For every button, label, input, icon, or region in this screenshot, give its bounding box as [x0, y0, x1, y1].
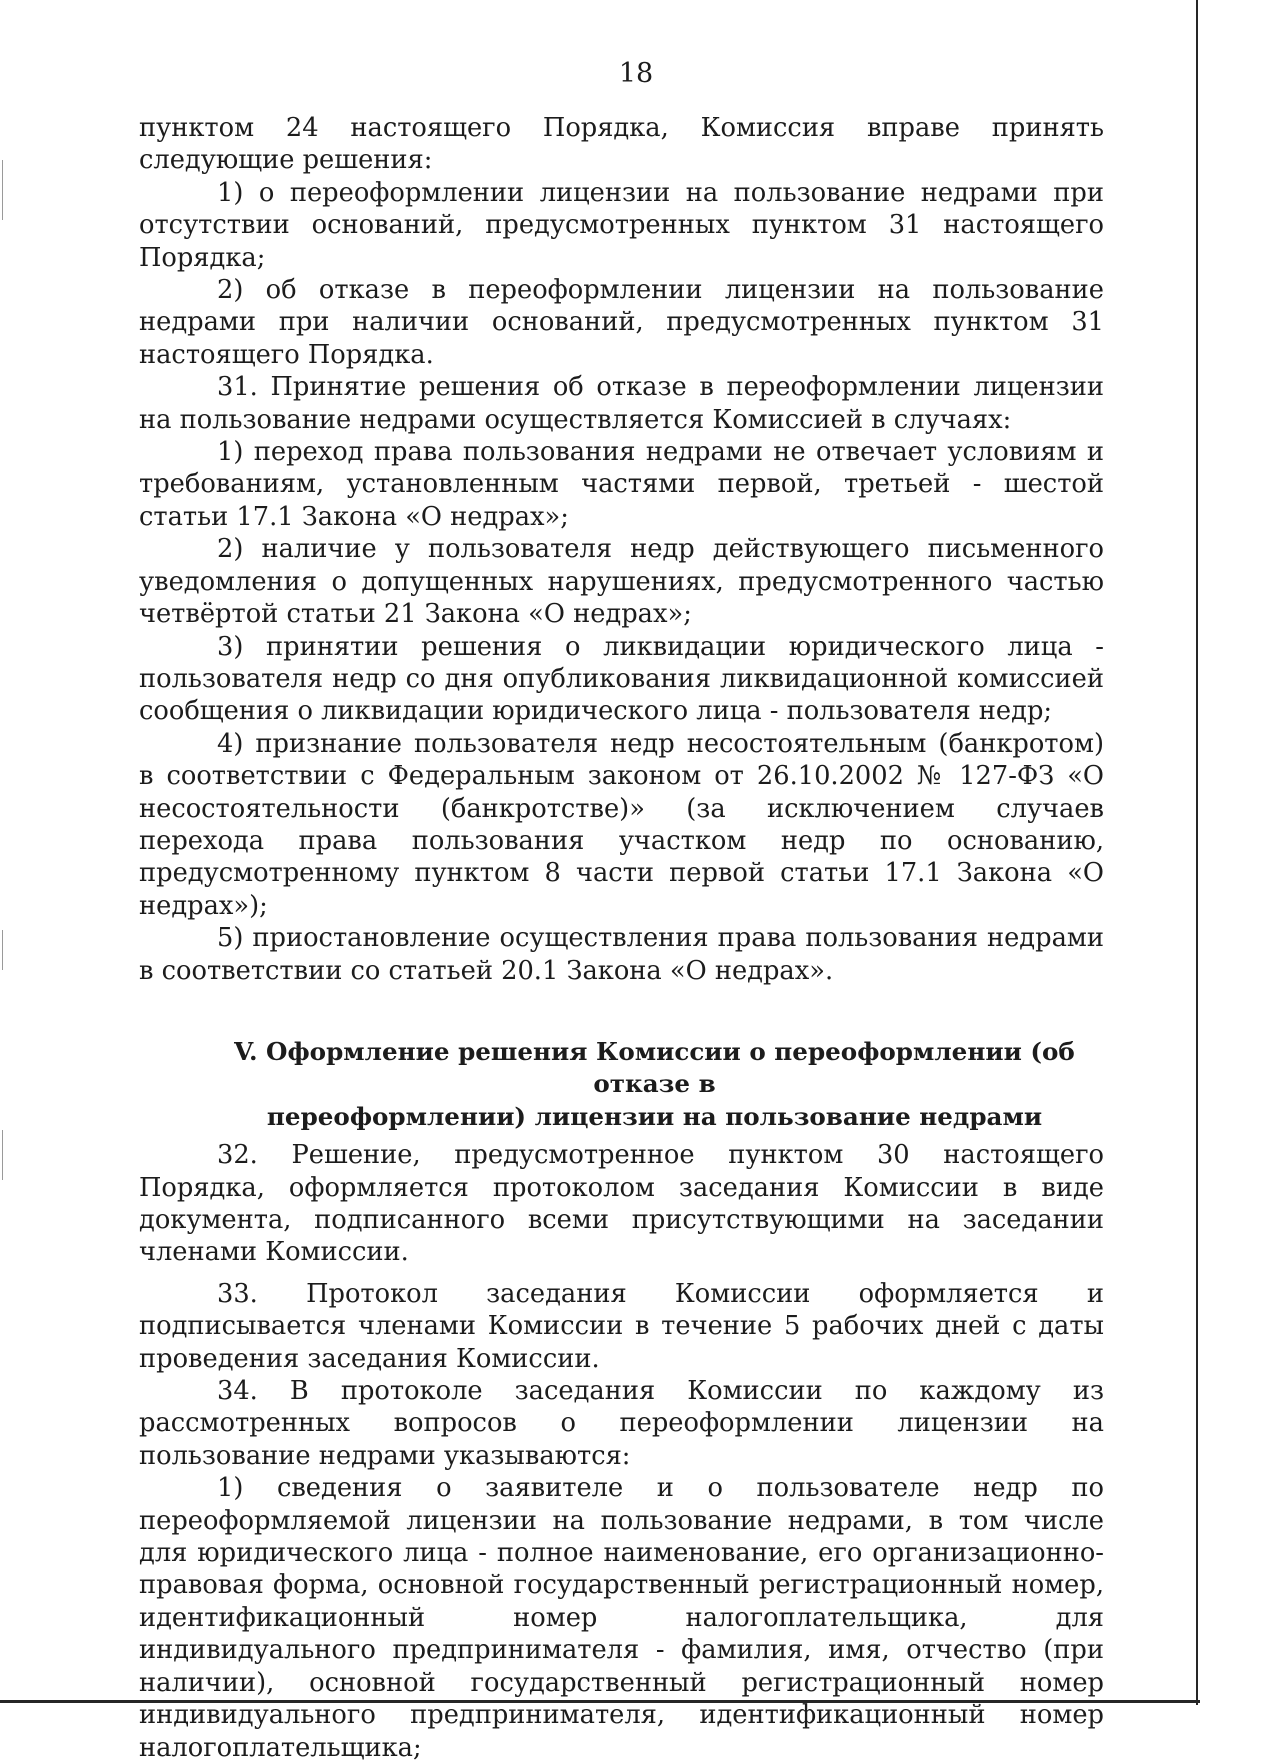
paragraph: пунктом 24 настоящего Порядка, Комиссия вправе принять следующие решения: [139, 113, 1104, 176]
paragraph: 2) наличие у пользователя недр действующего письменного уведомления о допущенных нарушениях, предусмотренного частью четвёртой статьи 21 Закона «О недрах»; [139, 534, 1104, 630]
paragraph: 32. Решение, предусмотренное пунктом 30 настоящего Порядка, оформляется протоколом заседания Комиссии в виде документа, подписанного всеми присутствующими на заседании членами Комиссии. [139, 1140, 1104, 1268]
paragraph: 1) сведения о заявителе и о пользователе недр по переоформляемой лицензии на пользование недрами, в том числе для юридического лица - полное наименование, его организационно-правовая форма, основной государственный регистрационный номер, идентификационный номер налогоплательщика, для индивидуального предпринимателя - фамилия, имя, отчество (при наличии), основной государственный регистрационный номер индивидуального предпринимателя, идентификационный номер налогоплательщика; [139, 1473, 1104, 1763]
page-number: 18 [618, 58, 654, 89]
scan-edge-right [1196, 0, 1198, 1705]
scan-mark [2, 160, 3, 220]
paragraph: 34. В протоколе заседания Комиссии по каждому из рассмотренных вопросов о переоформлении лицензии на пользование недрами указываются: [139, 1376, 1104, 1471]
section-heading [139, 1036, 1104, 1133]
paragraph: 4) признание пользователя недр несостоятельным (банкротом) в соответствии с Федеральным законом от 26.10.2002 № 127-ФЗ «О несостоятельности (банкротстве)» (за исключением случаев перехода права пользования участком недр по основанию, предусмотренному пунктом 8 части первой статьи 17.1 Закона «О недрах»); [139, 728, 1104, 921]
scan-mark [2, 1130, 3, 1180]
section-heading-line: переоформлении) лицензии на пользование недрами [266, 1101, 1043, 1131]
paragraph: 31. Принятие решения об отказе в переоформлении лицензии на пользование недрами осуществляется Комиссией в случаях: [139, 372, 1104, 435]
document-body [139, 112, 1104, 1764]
paragraph: 2) об отказе в переоформлении лицензии на пользование недрами при наличии оснований, предусмотренных пунктом 31 настоящего Порядка. [139, 275, 1104, 370]
paragraph: 1) переход права пользования недрами не отвечает условиям и требованиям, установленным частями первой, третьей - шестой статьи 17.1 Закона «О недрах»; [139, 437, 1104, 532]
scan-mark [2, 930, 3, 970]
paragraph: 3) принятии решения о ликвидации юридического лица - пользователя недр со дня опубликования ликвидационной комиссией сообщения о ликвидации юридического лица - пользователя недр; [139, 631, 1104, 727]
section-heading-line: V. Оформление решения Комиссии о переоформлении (об отказе в [234, 1036, 1075, 1099]
paragraph: 1) о переоформлении лицензии на пользование недрами при отсутствии оснований, предусмотренных пунктом 31 настоящего Порядка; [139, 177, 1104, 273]
paragraph: 5) приостановление осуществления права пользования недрами в соответствии со статьей 20.1 Закона «О недрах». [139, 923, 1104, 986]
paragraph: 33. Протокол заседания Комиссии оформляется и подписывается членами Комиссии в течение 5 рабочих дней с даты проведения заседания Комиссии. [139, 1278, 1104, 1374]
